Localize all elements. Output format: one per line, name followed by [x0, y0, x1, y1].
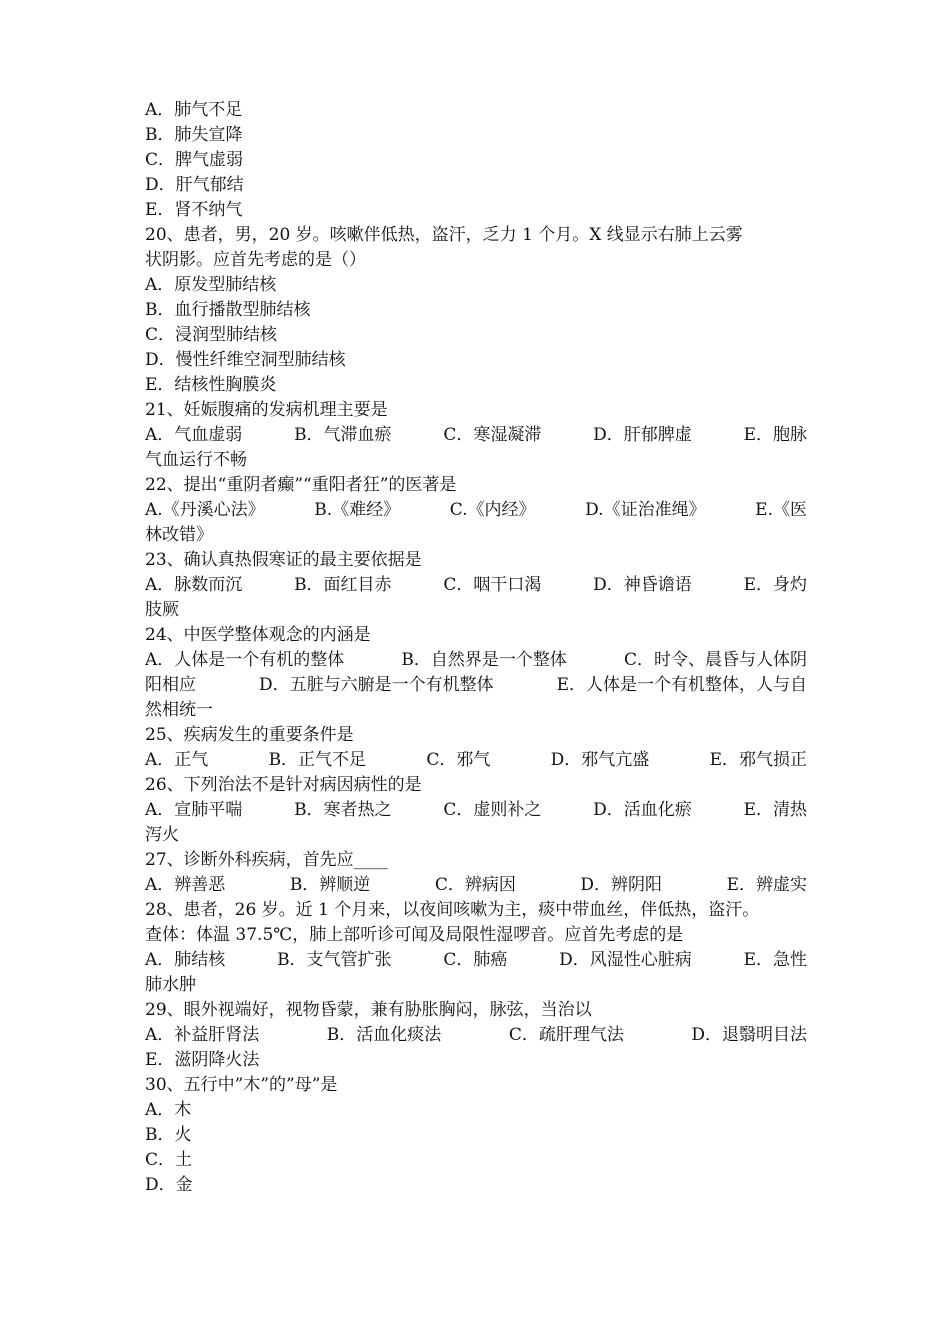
text-line: A．木	[145, 1100, 192, 1120]
option-text: A．脉数而沉	[145, 575, 243, 595]
document-body	[145, 98, 807, 1198]
option-text: B．寒者热之	[294, 800, 392, 820]
option-text: D．活血化瘀	[593, 800, 692, 820]
option-text: B．辨顺逆	[289, 875, 371, 895]
option-text: C.《内经》	[449, 500, 536, 520]
option-text: C．虚则补之	[443, 800, 542, 820]
options-row	[145, 798, 807, 823]
option-text: C．咽干口渴	[443, 575, 542, 595]
option-text: D．风湿性心脏病	[559, 950, 692, 970]
text-line: 查体：体温 37.5℃，肺上部听诊可闻及局限性湿啰音。应首先考虑的是	[145, 925, 684, 945]
options-row	[145, 748, 807, 773]
text-line: 林改错》	[145, 525, 213, 545]
text-line: B．血行播散型肺结核	[145, 300, 311, 320]
text-line: 泻火	[145, 825, 179, 845]
option-text: C．时令、晨昏与人体阴	[623, 650, 807, 670]
option-text: D．辨阴阳	[580, 875, 663, 895]
text-line: 26、下列治法不是针对病因病性的是	[145, 775, 422, 795]
option-text: E．人体是一个有机整体，人与自	[556, 675, 807, 695]
option-text: E．身灼	[743, 575, 807, 595]
option-text: C．疏肝理气法	[508, 1025, 624, 1045]
option-text: B.《难经》	[314, 500, 401, 520]
options-row	[145, 948, 807, 973]
option-text: E．清热	[743, 800, 807, 820]
option-text: 阳相应	[145, 675, 196, 695]
option-text: B．正气不足	[268, 750, 367, 770]
text-line: C．土	[145, 1150, 193, 1170]
option-text: B．活血化痰法	[326, 1025, 442, 1045]
option-text: E．辨虚实	[726, 875, 807, 895]
option-text: B．气滞血瘀	[294, 425, 392, 445]
option-text: D.《证治准绳》	[585, 500, 706, 520]
options-row	[145, 648, 807, 673]
option-text: B．支气管扩张	[277, 950, 392, 970]
text-line: 肢厥	[145, 600, 179, 620]
text-line: 28、患者，26 岁。近 1 个月来，以夜间咳嗽为主，痰中带血丝，伴低热，盗汗。	[145, 900, 760, 920]
text-line: 22、提出“重阴者癫”“重阳者狂”的医著是	[145, 475, 457, 495]
option-text: D．邪气亢盛	[550, 750, 650, 770]
options-row	[145, 673, 807, 698]
text-line: D．慢性纤维空洞型肺结核	[145, 350, 346, 370]
text-line: E．结核性胸膜炎	[145, 375, 277, 395]
option-text: D．退翳明目法	[691, 1025, 807, 1045]
option-text: A．辨善恶	[145, 875, 226, 895]
text-line: A．肺气不足	[145, 100, 243, 120]
option-text: A．宣肺平喘	[145, 800, 243, 820]
text-line: 状阴影。应首先考虑的是（）	[145, 250, 366, 270]
options-row	[145, 1023, 807, 1048]
text-line: D．金	[145, 1175, 193, 1195]
text-line: 肺水肿	[145, 975, 196, 995]
text-line: A．原发型肺结核	[145, 275, 277, 295]
text-line: B．火	[145, 1125, 192, 1145]
option-text: B．自然界是一个整体	[401, 650, 567, 670]
text-line: 29、眼外视端好，视物昏蒙，兼有胁胀胸闷，脉弦，当治以	[145, 1000, 592, 1020]
options-row	[145, 423, 807, 448]
text-line: E．肾不纳气	[145, 200, 243, 220]
text-line: C．浸润型肺结核	[145, 325, 278, 345]
text-line: 21、妊娠腹痛的发病机理主要是	[145, 400, 388, 420]
text-line: 23、确认真热假寒证的最主要依据是	[145, 550, 422, 570]
option-text: E.《医	[755, 500, 807, 520]
option-text: E．急性	[743, 950, 807, 970]
option-text: D．肝郁脾虚	[593, 425, 692, 445]
option-text: D．五脏与六腑是一个有机整体	[258, 675, 494, 695]
option-text: A．肺结核	[145, 950, 226, 970]
options-row	[145, 498, 807, 523]
option-text: C．寒湿凝滞	[443, 425, 542, 445]
option-text: C．肺癌	[443, 950, 508, 970]
option-text: E．胞脉	[743, 425, 807, 445]
text-line: E．滋阴降火法	[145, 1050, 260, 1070]
option-text: A．气血虚弱	[145, 425, 243, 445]
text-line: 25、疾病发生的重要条件是	[145, 725, 354, 745]
option-text: A．补益肝肾法	[145, 1025, 260, 1045]
text-line: 气血运行不畅	[145, 450, 247, 470]
text-line: C．脾气虚弱	[145, 150, 244, 170]
text-line: 然相统一	[145, 700, 213, 720]
text-line: 20、患者，男，20 岁。咳嗽伴低热，盗汗，乏力 1 个月。X 线显示右肺上云雾	[145, 225, 743, 245]
options-row	[145, 873, 807, 898]
option-text: E．邪气损正	[709, 750, 807, 770]
option-text: C．邪气	[426, 750, 491, 770]
option-text: C．辨病因	[434, 875, 516, 895]
option-text: A.《丹溪心法》	[145, 500, 265, 520]
options-row	[145, 573, 807, 598]
option-text: A．人体是一个有机的整体	[145, 650, 345, 670]
text-line: 30、五行中”木”的”母”是	[145, 1075, 338, 1095]
text-line: 27、诊断外科疾病，首先应____	[145, 850, 388, 870]
option-text: B．面红目赤	[294, 575, 392, 595]
option-text: D．神昏谵语	[593, 575, 692, 595]
text-line: D．肝气郁结	[145, 175, 244, 195]
text-line: 24、中医学整体观念的内涵是	[145, 625, 371, 645]
option-text: A．正气	[145, 750, 209, 770]
text-line: B．肺失宣降	[145, 125, 243, 145]
